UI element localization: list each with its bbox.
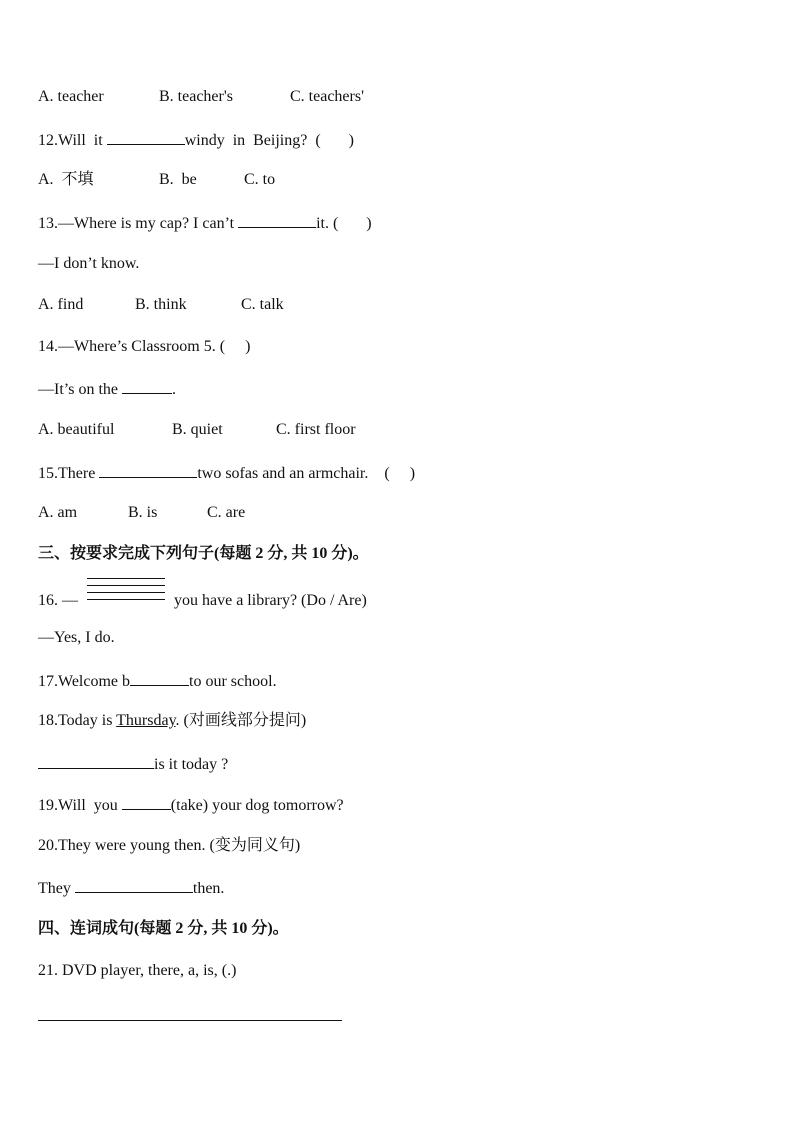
q13-options bbox=[38, 295, 738, 315]
q18-stem: 18.Today is Thursday. (对画线部分提问) bbox=[38, 712, 307, 729]
q16-number: 16. — bbox=[38, 592, 78, 609]
q13-reply: —I don’t know. bbox=[38, 255, 140, 272]
q20-stem: 20.They were young then. (变为同义句) bbox=[38, 837, 301, 854]
q12-option-b: B. be bbox=[159, 171, 197, 188]
q11-option-c: C. teachers' bbox=[290, 88, 364, 105]
q14-reply: —It’s on the . bbox=[38, 378, 176, 400]
q13-blank[interactable] bbox=[238, 212, 316, 228]
q14-blank[interactable] bbox=[122, 378, 172, 394]
q13-option-a: A. find bbox=[38, 296, 84, 313]
q15-stem: 15.There two sofas and an armchair. ( ) bbox=[38, 462, 415, 484]
q11-options bbox=[38, 87, 738, 107]
q13-stem: 13.—Where is my cap? I can’t it. ( ) bbox=[38, 212, 372, 234]
q13-option-b: B. think bbox=[135, 296, 187, 313]
q14-option-c: C. first floor bbox=[276, 421, 356, 438]
q15-option-c: C. are bbox=[207, 504, 246, 521]
q18-blank[interactable] bbox=[38, 753, 154, 769]
q20-blank[interactable] bbox=[75, 877, 193, 893]
q19-blank[interactable] bbox=[122, 794, 171, 810]
q14-option-b: B. quiet bbox=[172, 421, 223, 438]
q17-blank[interactable] bbox=[130, 670, 189, 686]
q18-answer: is it today ? bbox=[38, 753, 228, 775]
q15-option-a: A. am bbox=[38, 504, 78, 521]
q16-answer-lines[interactable] bbox=[87, 578, 165, 604]
q14-option-a: A. beautiful bbox=[38, 421, 115, 438]
q12-options bbox=[38, 170, 738, 190]
q12-option-a: A. 不填 bbox=[38, 171, 94, 188]
q19-stem: 19.Will you (take) your dog tomorrow? bbox=[38, 794, 344, 816]
q18-underlined-word: Thursday bbox=[116, 712, 176, 729]
q21-answer-line[interactable] bbox=[38, 1020, 342, 1021]
q17-stem: 17.Welcome b to our school. bbox=[38, 670, 277, 692]
q20-answer: They then. bbox=[38, 877, 224, 899]
q14-options bbox=[38, 420, 738, 440]
q16-reply: —Yes, I do. bbox=[38, 629, 115, 646]
q15-blank[interactable] bbox=[99, 462, 197, 478]
q12-blank[interactable] bbox=[107, 129, 185, 145]
section-3-heading: 三、按要求完成下列句子(每题 2 分, 共 10 分)。 bbox=[38, 545, 369, 562]
q15-options bbox=[38, 503, 738, 523]
q15-option-b: B. is bbox=[128, 504, 158, 521]
q14-stem: 14.—Where’s Classroom 5. ( ) bbox=[38, 338, 251, 355]
q12-option-c: C. to bbox=[244, 171, 276, 188]
q13-option-c: C. talk bbox=[241, 296, 284, 313]
q11-option-a: A. teacher bbox=[38, 88, 104, 105]
q16-stem: you have a library? (Do / Are) bbox=[174, 592, 367, 609]
q21-stem: 21. DVD player, there, a, is, (.) bbox=[38, 962, 237, 979]
q11-option-b: B. teacher's bbox=[159, 88, 233, 105]
section-4-heading: 四、连词成句(每题 2 分, 共 10 分)。 bbox=[38, 920, 289, 937]
q12-stem: 12.Will it windy in Beijing? ( ) bbox=[38, 129, 354, 151]
